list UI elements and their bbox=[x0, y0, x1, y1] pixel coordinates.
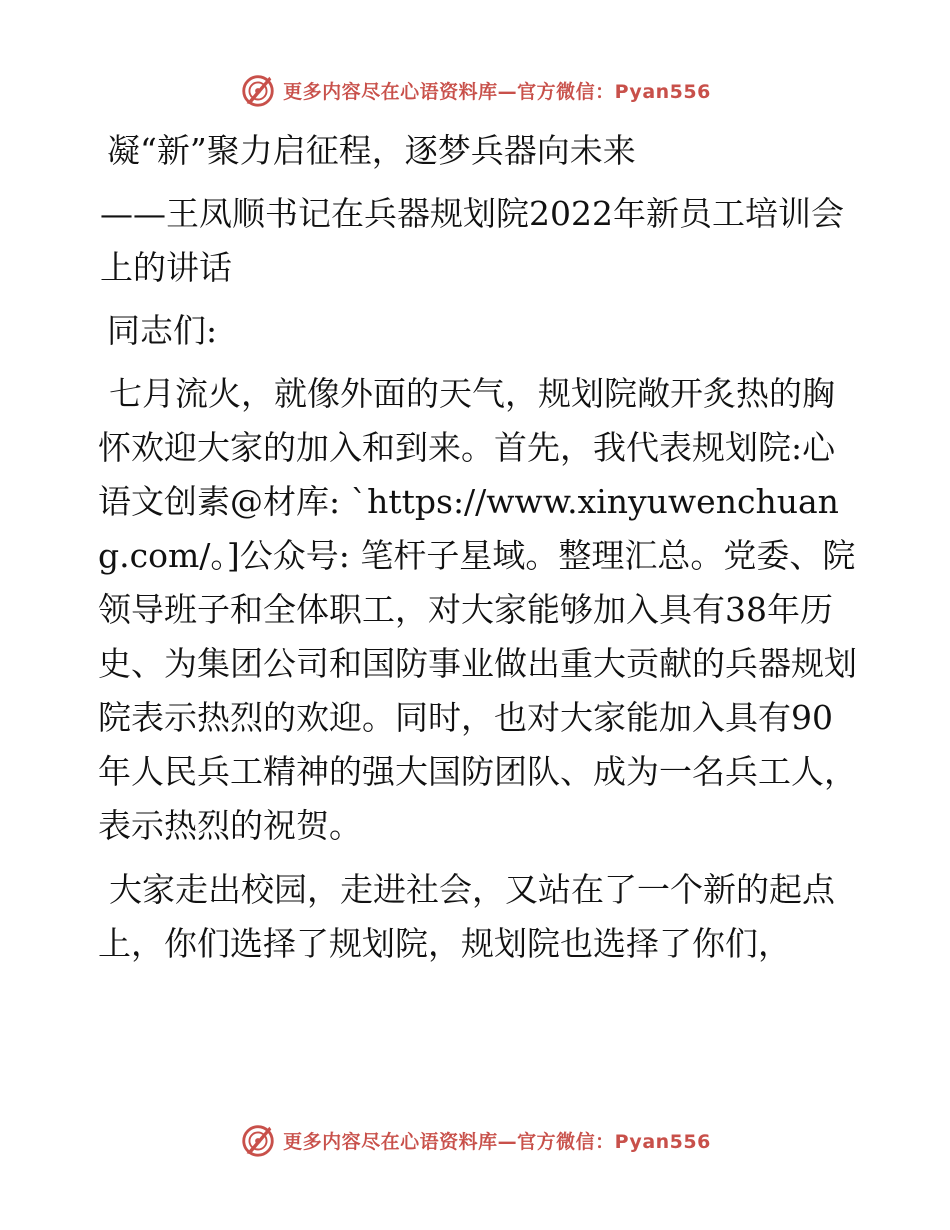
quill-logo-icon bbox=[239, 71, 277, 109]
watermark-text: 更多内容尽在心语资料库—官方微信：Pyan556 bbox=[283, 1130, 711, 1153]
watermark-text: 更多内容尽在心语资料库—官方微信：Pyan556 bbox=[283, 80, 711, 103]
document-title: 凝“新”聚力启征程，逐梦兵器向未来 bbox=[107, 131, 636, 170]
quill-logo-icon bbox=[239, 1121, 277, 1159]
paragraph-welcome: 七月流火，就像外面的天气，规划院敞开炙热的胸怀欢迎大家的加入和到来。首先，我代表规划院:心语文创素@材库: `https://www.xinyuwenchuang.com/。]公众号: 笔杆子星域。整理汇总。党委、院领导班子和全体职工，对大家能够加入具有38年历史、为集团公司和国防事业做出重大贡献的兵器规划院表示热烈的欢迎。同时，也对大家能加入具有90年人民兵工精神的强大国防团队、成为一名兵工人，表示热烈的祝贺。 bbox=[98, 374, 857, 845]
document-body bbox=[98, 124, 858, 981]
paragraph-new-start: 大家走出校园，走进社会，又站在了一个新的起点上，你们选择了规划院，规划院也选择了你们， bbox=[98, 870, 835, 963]
header-watermark bbox=[0, 68, 950, 112]
footer-watermark bbox=[0, 1118, 950, 1162]
document-subtitle: ——王凤顺书记在兵器规划院2022年新员工培训会上的讲话 bbox=[100, 194, 844, 287]
salutation: 同志们: bbox=[107, 311, 218, 350]
